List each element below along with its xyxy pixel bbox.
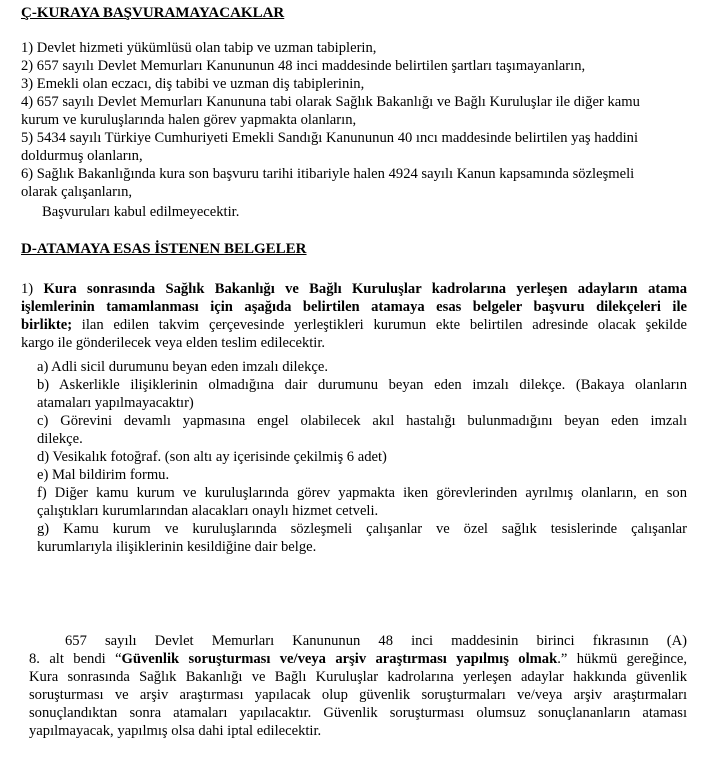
document-item-f-cont: çalıştıkları kurumlarından alacakları onaylı hizmet cetveli.: [37, 503, 379, 519]
security-paragraph-line-6: yapılmayacak, yapılmış olsa dahi iptal edilecektir.: [29, 723, 322, 739]
document-item-c: c) Görevini devamlı yapmasına engel olabilecek akıl hastalığı bulunmadığını beyan eden imzalı: [37, 413, 687, 429]
document-item-e: e) Mal bildirim formu.: [37, 467, 170, 483]
section-c-item-3: 3) Emekli olan eczacı, diş tabibi ve uzman diş tabiplerinin,: [21, 76, 365, 92]
document-item-a: a) Adli sicil durumunu beyan eden imzalı dilekçe.: [37, 359, 328, 375]
section-c-item-6-cont: olarak çalışanların,: [21, 184, 133, 200]
document-item-b: b) Askerlikle ilişiklerinin olmadığına dair durumunu beyan eden imzalı dilekçe. (Bakaya olanların: [37, 377, 687, 393]
section-d-intro-line-2: işlemlerinin tamamlanması için aşağıda belirtilen atamaya esas belgeler başvuru dilekçeleri ile: [21, 299, 687, 315]
section-c-item-2: 2) 657 sayılı Devlet Memurları Kanununun 48 inci maddesinde belirtilen şartları taşımayanların,: [21, 58, 586, 74]
document-item-g-cont: kurumlarıyla ilişiklerinin kesildiğine dair belge.: [37, 539, 317, 555]
section-c-item-4-cont: kurum ve kuruluşlarında halen görev yapmakta olanların,: [21, 112, 357, 128]
section-c-closing: Başvuruları kabul edilmeyecektir.: [42, 204, 240, 220]
document-item-d: d) Vesikalık fotoğraf. (son altı ay içerisinde çekilmiş 6 adet): [37, 449, 387, 465]
section-d-intro-line-1: 1) Kura sonrasında Sağlık Bakanlığı ve Bağlı Kuruluşlar kadrolarına yerleşen adayların atama: [21, 281, 687, 297]
section-d-intro-line-4: kargo ile gönderilecek veya elden teslim edilecektir.: [21, 335, 326, 351]
section-d-heading: D-ATAMAYA ESAS İSTENEN BELGELER: [21, 241, 307, 257]
document-item-f: f) Diğer kamu kurum ve kuruluşlarında görev yapmakta iken görevlerinden ayrılmış olanların, en son: [37, 485, 687, 501]
security-paragraph-line-5: sonuçlandıktan sonra atamaları yapılacaktır. Güvenlik soruşturması olumsuz sonuçlananların ataması: [29, 705, 687, 721]
security-paragraph-line-4: soruşturması ve arşiv araştırması yapılacak olup güvenlik soruşturmaları ve/veya arşiv araştırmaları: [29, 687, 687, 703]
section-c-item-6: 6) Sağlık Bakanlığında kura son başvuru tarihi itibariyle halen 4924 sayılı Kanun kapsamında sözleşmeli: [21, 166, 635, 182]
section-c-heading: Ç-KURAYA BAŞVURAMAYACAKLAR: [21, 5, 285, 21]
security-paragraph-line-1: 657 sayılı Devlet Memurları Kanununun 48 inci maddesinin birinci fıkrasının (A): [65, 633, 687, 649]
section-c-item-5: 5) 5434 sayılı Türkiye Cumhuriyeti Emekli Sandığı Kanununun 40 ıncı maddesinde belirtilen yaş haddini: [21, 130, 639, 146]
section-d-intro-line-3: birlikte; ilan edilen takvim çerçevesinde yerleştikleri kurumun ekte belirtilen adresinde olacak şekilde: [21, 317, 687, 333]
document-item-b-cont: atamaları yapılmayacaktır): [37, 395, 194, 411]
section-c-item-4: 4) 657 sayılı Devlet Memurları Kanununa tabi olarak Sağlık Bakanlığı ve Bağlı Kuruluşlar ile diğer kamu: [21, 94, 640, 110]
security-paragraph-line-3: Kura sonrasında Sağlık Bakanlığı ve Bağlı Kuruluşlar kadrolarına yerleşen adaylar hakkında güvenlik: [29, 669, 687, 685]
document-item-g: g) Kamu kurum ve kuruluşlarında sözleşmeli çalışanlar ve özel sağlık tesislerinde çalışanlar: [37, 521, 687, 537]
section-c-item-1: 1) Devlet hizmeti yükümlüsü olan tabip ve uzman tabiplerin,: [21, 40, 377, 56]
security-paragraph-line-2: 8. alt bendi “Güvenlik soruşturması ve/veya arşiv araştırması yapılmış olmak.” hükmü gereğince,: [29, 651, 687, 667]
document-item-c-cont: dilekçe.: [37, 431, 83, 447]
section-c-item-5-cont: doldurmuş olanların,: [21, 148, 143, 164]
